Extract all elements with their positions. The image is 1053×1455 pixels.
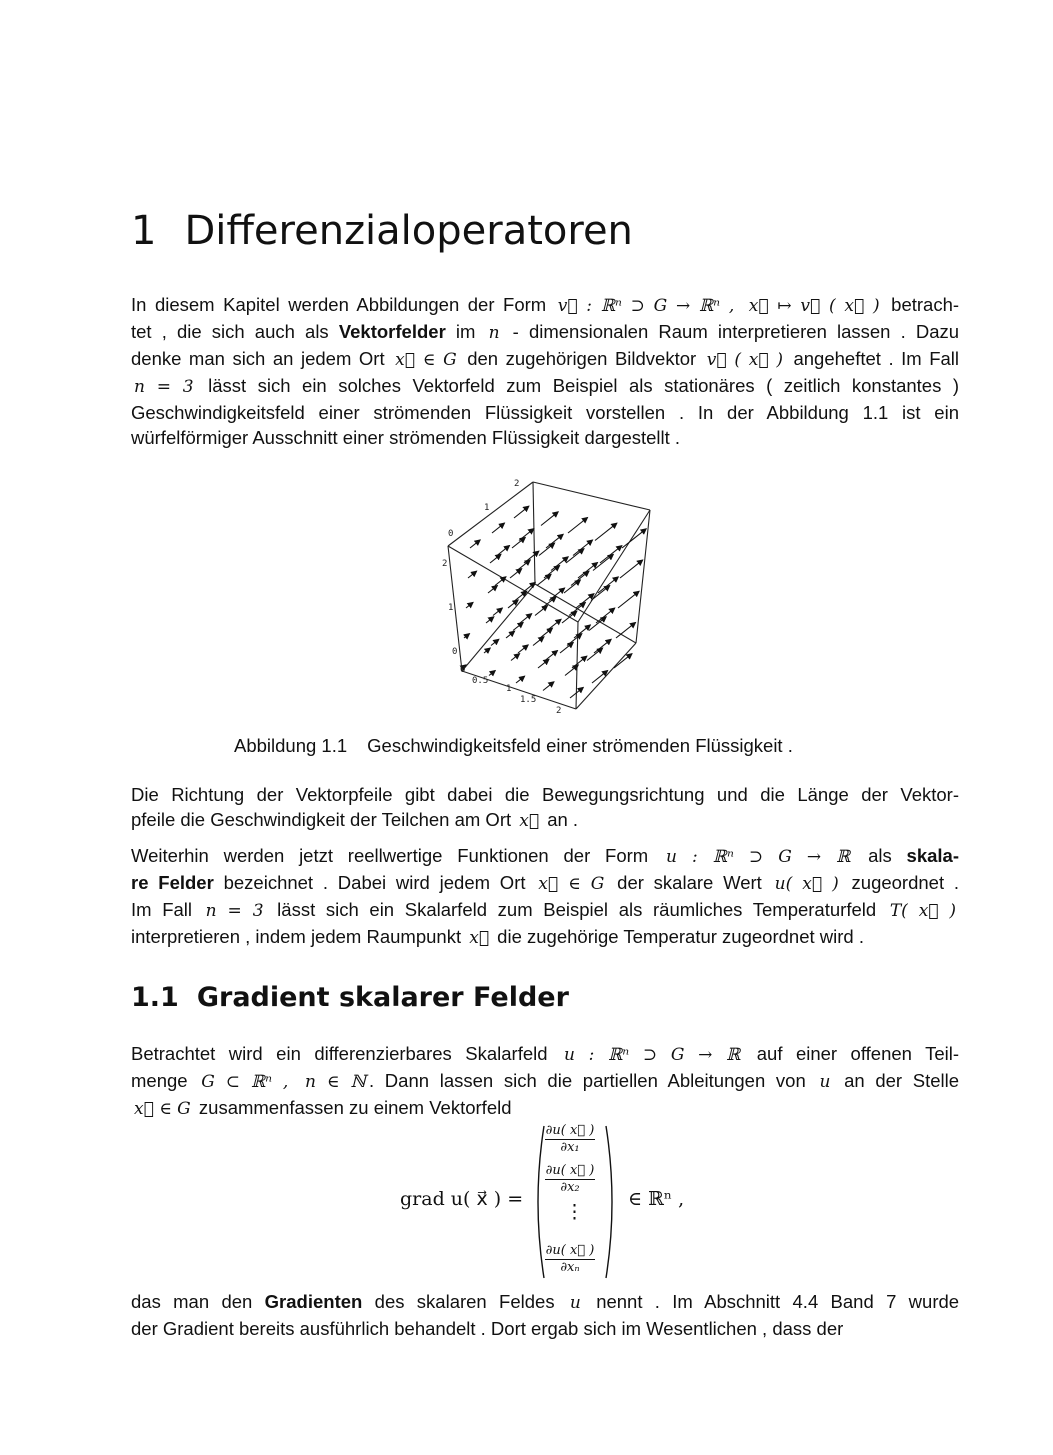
text-line: In diesem Kapitel werden Abbildungen der Form v⃗ : ℝⁿ ⊃ G → ℝⁿ , x⃗ ↦ v⃗ ( x⃗ ) betrach- xyxy=(131,294,960,316)
vector-arrow xyxy=(535,606,547,616)
formula-rhs: ∈ ℝⁿ , xyxy=(628,1188,685,1210)
axis-tick-label: 2 xyxy=(556,706,562,716)
vector-arrow xyxy=(470,540,480,548)
axis-tick-label: 2 xyxy=(442,559,448,569)
vector-arrow xyxy=(513,622,523,630)
term-skalare-felder-2: re Felder xyxy=(131,872,214,893)
axis-tick-label: 1.5 xyxy=(520,695,537,705)
vector-arrow xyxy=(514,506,529,518)
vector-arrow xyxy=(516,676,525,683)
axis-tick-label: 0 xyxy=(460,665,466,675)
vector-arrow xyxy=(540,628,552,638)
partial-derivative-n: $\frac{\partial u( x⃗ )}{\text{∂xₙ}}$ xyxy=(545,1243,595,1275)
axis-tick-label: 2 xyxy=(514,479,520,489)
section-number: 1.1 xyxy=(131,982,179,1013)
axis-tick-label: 1 xyxy=(484,503,490,513)
text-line: x⃗ ∈ G zusammenfassen zu einem Vektorfeld xyxy=(134,1097,512,1119)
vector-arrow xyxy=(464,634,469,638)
text-line: denke man sich an jedem Ort x⃗ ∈ G den zugehörigen Bildvektor v⃗ ( x⃗ ) angeheftet . Im Fall xyxy=(131,348,960,370)
vector-arrow xyxy=(493,608,502,615)
vector-arrow xyxy=(620,560,643,578)
vector-arrow xyxy=(539,543,555,555)
axis-tick-label: 0.5 xyxy=(472,676,489,686)
cube-edge xyxy=(533,482,650,510)
axis-tick-label: 1 xyxy=(506,684,512,694)
vector-arrow xyxy=(618,591,639,608)
text-line: menge G ⊂ ℝⁿ , n ∈ ℕ . Dann lassen sich die partiellen Ableitungen von u an der Stelle xyxy=(131,1070,960,1092)
cube-edge xyxy=(636,510,650,643)
partial-derivative-1: $\frac{\partial u( x⃗ )}{\text{∂x₁}}$ xyxy=(545,1123,595,1155)
vector-arrow xyxy=(492,523,504,533)
vector-arrow xyxy=(622,529,646,548)
gradient-formula xyxy=(400,1122,700,1282)
vector-arrow xyxy=(512,537,525,548)
intro-paragraph xyxy=(131,292,959,450)
vector-arrow xyxy=(490,554,501,563)
vector-arrow xyxy=(568,518,588,534)
vector-arrow xyxy=(489,671,495,676)
cube-edge xyxy=(533,482,535,584)
vector-arrow xyxy=(593,554,613,570)
vector-arrow xyxy=(533,637,544,646)
cube-edge xyxy=(462,584,535,671)
vector-arrow xyxy=(547,619,561,630)
vector-arrow xyxy=(560,642,573,653)
vector-arrow xyxy=(598,577,618,593)
chapter-number: 1 xyxy=(131,208,157,254)
partial-derivative-2: $\frac{\partial u( x⃗ )}{\text{∂x₂}}$ xyxy=(545,1163,595,1195)
vector-arrow xyxy=(486,617,494,623)
cube-edge xyxy=(448,482,533,546)
vector-arrow xyxy=(511,654,520,661)
vector-arrow xyxy=(546,534,563,548)
vector-arrow xyxy=(468,571,477,578)
vector-arrow xyxy=(567,634,582,646)
vector-arrow xyxy=(574,625,590,638)
term-skalare-felder-1: skala- xyxy=(906,845,959,866)
text-line: pfeile die Geschwindigkeit der Teilchen am Ort x⃗ an . xyxy=(131,809,579,831)
vector-arrow xyxy=(466,602,473,608)
vector-arrow xyxy=(541,512,558,526)
vector-arrow xyxy=(566,549,584,563)
vector-arrow xyxy=(495,577,506,586)
vector-arrow xyxy=(616,623,636,639)
vector-arrow xyxy=(506,631,515,638)
vector-arrow xyxy=(572,656,587,668)
text-line: tet , die sich auch als Vektorfelder im n - dimensionalen Raum interpretieren lassen . Dazu xyxy=(131,321,960,343)
vector-arrow xyxy=(537,574,551,585)
caption-text: Geschwindigkeitsfeld einer strömenden Flüssigkeit . xyxy=(367,735,793,756)
vertical-dots: ⋮ xyxy=(565,1201,584,1223)
vector-arrow xyxy=(551,557,568,571)
vector-arrow xyxy=(497,546,509,556)
term-vektorfelder: Vektorfelder xyxy=(338,321,446,342)
text-line: würfelförmiger Ausschnitt einer strömenden Flüssigkeit dargestellt . xyxy=(131,427,681,448)
axis-tick-label: 1 xyxy=(448,603,454,613)
text-line: Im Fall n = 3 lässt sich ein Skalarfeld zum Beispiel als räumliches Temperaturfeld T( x⃗ ) xyxy=(131,899,957,921)
text-line: das man den Gradienten des skalaren Feldes u nennt . Im Abschnitt 4.4 Band 7 wurde xyxy=(131,1291,960,1313)
paragraph-5 xyxy=(131,1289,959,1341)
chapter-title-text: Differenzialoperatoren xyxy=(184,208,633,254)
vector-arrow xyxy=(545,651,557,661)
vector-arrow xyxy=(564,580,580,593)
vector-arrow xyxy=(562,611,577,623)
vector-arrow xyxy=(488,586,497,593)
text-line: n = 3 lässt sich ein solches Vektorfeld zum Beispiel als stationäres ( zeitlich konstantes ) xyxy=(134,375,960,397)
vector-arrow xyxy=(518,645,528,653)
vector-arrow xyxy=(538,659,549,668)
figure-caption xyxy=(234,735,793,757)
vector-field-cube xyxy=(440,478,660,718)
text-line: Weiterhin werden jetzt reellwertige Funktionen der Form u : ℝⁿ ⊃ G → ℝ als skala- xyxy=(131,845,959,867)
text-line: Die Richtung der Vektorpfeile gibt dabei die Bewegungsrichtung und die Länge der Vektor- xyxy=(131,784,959,805)
vector-arrow xyxy=(549,588,565,600)
vector-arrow xyxy=(524,551,539,563)
cube-edge xyxy=(578,510,650,622)
vector-arrow xyxy=(596,608,615,623)
formula-lhs: grad u( x⃗ ) = xyxy=(400,1188,524,1210)
vector-arrow xyxy=(491,639,499,645)
vector-arrow xyxy=(600,546,622,563)
vector-arrow xyxy=(510,569,522,578)
paragraph-2 xyxy=(131,782,959,834)
vector-arrow xyxy=(517,560,530,571)
vector-arrow xyxy=(594,639,611,653)
axis-tick-label: 0 xyxy=(448,529,454,539)
axis-tick-label: 0 xyxy=(452,647,458,657)
text-line: Betrachtet wird ein differenzierbares Skalarfeld u : ℝⁿ ⊃ G → ℝ auf einer offenen Teil- xyxy=(131,1043,959,1065)
vector-arrow xyxy=(614,654,632,668)
text-line: interpretieren , indem jedem Raumpunkt x⃗ die zugehörige Temperatur zugeordnet wird . xyxy=(131,926,864,948)
section-title-text: Gradient skalarer Felder xyxy=(196,982,569,1013)
vector-arrow xyxy=(520,614,532,623)
term-gradienten: Gradienten xyxy=(264,1291,363,1312)
vector-arrow xyxy=(578,563,598,579)
caption-label: Abbildung 1.1 xyxy=(234,735,348,756)
text-line: der Gradient bereits ausführlich behandelt . Dort ergab sich im Wesentlichen , dass der xyxy=(131,1318,844,1339)
cube-edge xyxy=(576,643,636,709)
vector-field-figure xyxy=(440,478,660,718)
vector-arrow xyxy=(595,523,617,540)
vector-arrow xyxy=(484,648,490,653)
text-line: re Felder bezeichnet . Dabei wird jedem Ort x⃗ ∈ G der skalare Wert u( x⃗ ) zugeordnet . xyxy=(131,872,960,894)
vector-arrow xyxy=(573,540,593,556)
paragraph-3 xyxy=(131,843,959,951)
paragraph-4 xyxy=(131,1041,959,1122)
vector-arrow xyxy=(571,571,589,585)
vector-arrow xyxy=(519,529,534,541)
vector-arrow xyxy=(508,600,518,608)
section-title xyxy=(131,982,569,1013)
text-line: Geschwindigkeitsfeld einer strömenden Flüssigkeit vorstellen . In der Abbildung 1.1 ist ein xyxy=(131,402,959,423)
vector-arrow xyxy=(587,648,603,660)
chapter-title xyxy=(131,208,633,254)
vector-arrow xyxy=(543,682,554,691)
vector-arrow xyxy=(544,566,560,578)
